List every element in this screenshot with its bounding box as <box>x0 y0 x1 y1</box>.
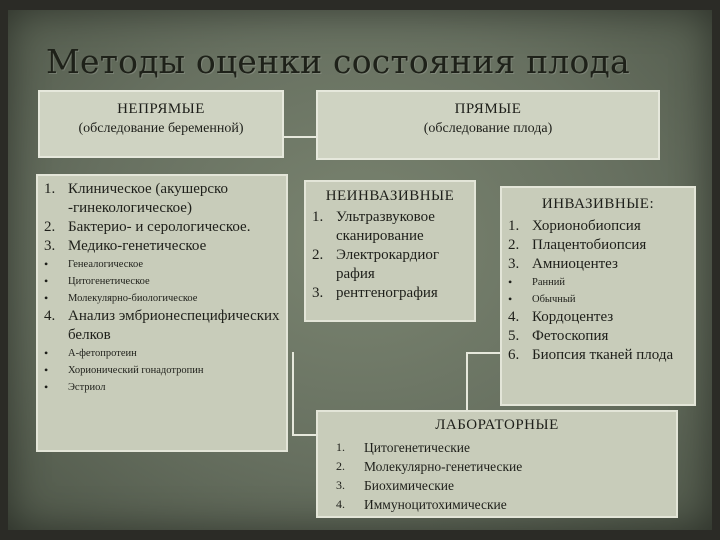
list-item-text: Бактерио- и серологическое. <box>68 219 251 235</box>
sub-list-item: • Цитогенетическое <box>38 273 286 290</box>
invasive-box <box>500 186 696 406</box>
sub-list-item: • Молекулярно-биологическое <box>38 290 286 307</box>
list-item <box>318 495 676 514</box>
list-item <box>502 327 694 346</box>
list-item-number: 4. <box>336 497 345 511</box>
list-item <box>38 218 286 237</box>
list-item <box>502 346 694 365</box>
list-item <box>38 237 286 256</box>
list-item <box>502 217 694 236</box>
list-item-number: 2. <box>336 459 345 473</box>
list-item <box>318 438 676 457</box>
list-item-text: рентгенография <box>336 285 438 301</box>
list-item-number: 1. <box>44 181 56 197</box>
connector-line <box>466 352 500 354</box>
indirect-header-box <box>38 90 284 158</box>
list-item <box>318 476 676 495</box>
list-item <box>306 208 474 246</box>
list-item-number: 3. <box>312 285 324 301</box>
list-item-number: 1. <box>508 218 520 234</box>
list-item-number: 3. <box>44 238 56 254</box>
list-item <box>306 284 474 303</box>
noninvasive-list <box>306 208 474 303</box>
list-item <box>38 307 286 345</box>
list-item-number: 3. <box>508 256 520 272</box>
noninvasive-header: НЕИНВАЗИВНЫЕ <box>325 188 455 204</box>
list-item-text: Биохимические <box>364 478 455 493</box>
sub-list-item: • А-фетопротеин <box>38 345 286 362</box>
list-item-text: Электрокардиог рафия <box>336 247 440 282</box>
list-item-text: Биопсия тканей плода <box>532 347 674 363</box>
connector-line <box>292 434 316 436</box>
list-item-text: Цитогенетические <box>364 440 471 455</box>
list-item <box>318 457 676 476</box>
page-title: Методы оценки состояния плода <box>46 42 630 81</box>
list-item-text: Кордоцентез <box>532 309 614 325</box>
list-item-number: 6. <box>508 347 520 363</box>
list-item-number: 1. <box>312 209 324 225</box>
connector-line <box>292 352 294 436</box>
list-item-text: Амниоцентез <box>532 256 618 272</box>
list-item-number: 5. <box>508 328 520 344</box>
indirect-header: НЕПРЯМЫЕ <box>117 101 205 117</box>
list-item-text: Клиническое (акушерско -гинекологическое) <box>68 181 229 216</box>
connector-line <box>284 136 316 138</box>
connector-line <box>466 352 468 410</box>
sub-list-item: • Хорионический гонадотропин <box>38 362 286 379</box>
sub-list-item: • Эстриол <box>38 379 286 396</box>
sub-list-item: • Генеалогическое <box>38 256 286 273</box>
direct-subheader: (обследование плода) <box>423 121 553 136</box>
laboratory-list <box>318 438 676 514</box>
indirect-methods-box <box>36 174 288 452</box>
list-item-text: Плацентобиопсия <box>532 237 647 253</box>
noninvasive-box <box>304 180 476 322</box>
list-item-text: Молекулярно-генетические <box>364 459 523 474</box>
list-item-text: Анализ эмбрионеспецифических белков <box>68 308 280 343</box>
list-item-text: Иммуноцитохимические <box>364 497 507 512</box>
invasive-list <box>502 217 694 365</box>
indirect-subheader: (обследование беременной) <box>78 121 244 136</box>
list-item-text: Ультразвуковое сканирование <box>336 209 435 244</box>
indirect-methods-list <box>38 180 286 396</box>
list-item <box>502 308 694 327</box>
list-item-number: 2. <box>44 219 56 235</box>
list-item-number: 1. <box>336 440 345 454</box>
list-item-text: Медико-генетическое <box>68 238 207 254</box>
list-item-text: Хорионобиопсия <box>532 218 641 234</box>
direct-header: ПРЯМЫЕ <box>454 101 522 117</box>
list-item <box>38 180 286 218</box>
list-item <box>306 246 474 284</box>
list-item-number: 2. <box>508 237 520 253</box>
invasive-header: ИНВАЗИВНЫЕ: <box>541 196 655 212</box>
list-item-number: 3. <box>336 478 345 492</box>
sub-list-item: • Обычный <box>502 291 694 308</box>
list-item <box>502 255 694 274</box>
direct-header-box <box>316 90 660 160</box>
list-item-number: 4. <box>44 308 56 324</box>
list-item-number: 4. <box>508 309 520 325</box>
list-item-text: Фетоскопия <box>532 328 609 344</box>
sub-list-item: • Ранний <box>502 274 694 291</box>
list-item-number: 2. <box>312 247 324 263</box>
list-item <box>502 236 694 255</box>
laboratory-header: ЛАБОРАТОРНЫЕ <box>435 417 559 433</box>
laboratory-box <box>316 410 678 518</box>
